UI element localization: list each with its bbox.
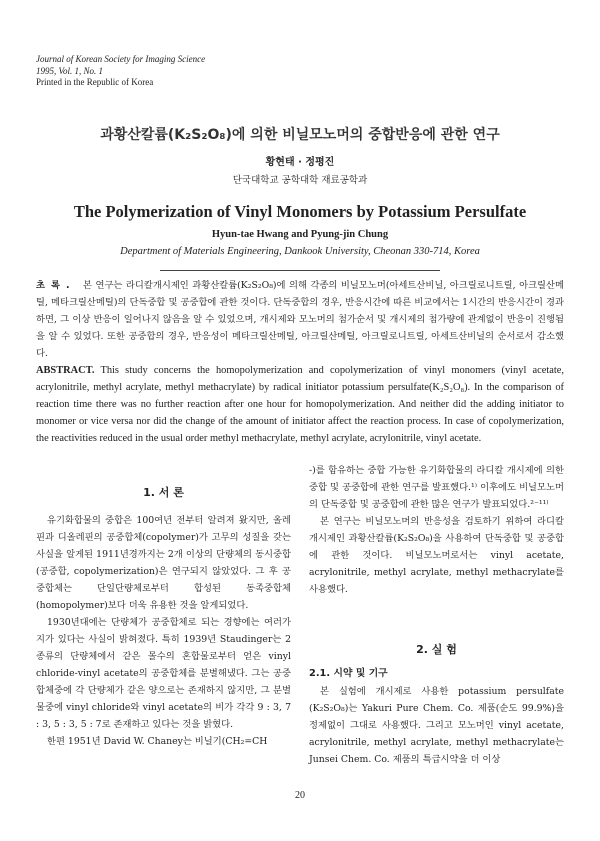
journal-printed: Printed in the Republic of Korea	[36, 77, 154, 87]
abstract-korean-text: 본 연구는 라디칼개시제인 과황산칼륨(K₂S₂O₈)에 의해 각종의 비닐모노머(아세트산비닐, 아크릴로니트릴, 아크릴산메틸, 메타크릴산메틸)의 단독중합 및 공중합에 관한 것이다. 단독중합의 경우, 반응시간에 따른 비교에서는 1시간의 반응시간이 경과하면, 그 이상 반응이 일어나지 않음을 알 수 있었으며, 개시제와 모노머의 첨가순서 및 개시제의 첨가량에 관계없이 반응이 진행됨을 알 수 있었다. 또한 공중합의 경우, 반응성이 메타크릴산메틸, 아크릴산메틸, 아크릴로니트릴, 아세트산비닐의 순서로서 감소했다.	[36, 280, 564, 359]
abstract-korean	[36, 277, 564, 362]
title-english: The Polymerization of Vinyl Monomers by Potassium Persulfate	[73, 202, 527, 221]
section-2-paragraph: 본 실험에 개시제로 사용한 potassium persulfate (K₂S₂O₈)는 Yakuri Pure Chem. Co. 제품(순도 99.9%)을 정제없이 그대로 사용했다. 그리고 모노머인 vinyl acetate, acrylonitrile, methyl acrylate, methyl methacrylate는 Junsei Chem. Co. 제품의 특급시약을 더 이상	[309, 686, 564, 765]
section-2-body	[309, 683, 564, 768]
affiliation-english: Department of Materials Engineering, Dankook University, Cheonan 330-714, Korea	[120, 246, 480, 257]
right-column-paragraph: 본 연구는 비닐모노머의 반응성을 검토하기 위하여 라디칼 개시제인 과황산칼륨(K₂S₂O₈)을 사용하여 단독중합 및 공중합에 관한 것이다. 비닐모노머로서는 vinyl acetate, acrylonitrile, methyl acrylate, methyl methacrylate를 사용했다.	[309, 516, 564, 595]
authors-english: Hyun-tae Hwang and Pyung-jin Chung	[211, 229, 389, 240]
affiliation-korean: 단국대학교 공학대학 재료공학과	[232, 175, 368, 186]
right-column-paragraph: -)를 함유하는 중합 가능한 유기화합물의 라디칼 개시제에 의한 중합 및 공중합에 관한 연구를 발표했다.¹⁾ 이후에도 비닐모노머의 단독중합 및 공중합에 관한 많은 연구가 발표되었다.²⁻¹¹⁾	[309, 465, 564, 510]
page-number: 20	[295, 790, 305, 801]
section-2-heading: 2. 실 험	[416, 643, 457, 656]
section-1-paragraph: 유기화합물의 중합은 100여년 전부터 알려져 왔지만, 올레핀과 디올레핀의 공중합체(copolymer)가 고무의 성질을 갖는 사실을 알게된 1911년경까지는 2개 이상의 단량체의 동시중합(공중합, copolymerization)은 연구되지 않았었다. 그 후 공중합체는 단일단량체로부터 합성된 동족중합체(homopolymer)보다 더욱 유용한 것을 알게되었다.	[36, 515, 291, 611]
journal-name: Journal of Korean Society for Imaging Science	[36, 54, 206, 64]
abstract-english-text: This study concerns the homopolymerization and copolymerization of vinyl monomers (vinyl acetate, acrylonitrile, methyl acrylate, methyl methacrylate) by radical initiator potassium persulfate(K₂S₂O₈). In the comparison of reaction time there was no further reaction after one hour for homopolymerization. And neither did the adding initiator to monomer or vice versa nor did the change of the amount of initiator affect the reaction process. In case of copolymerization, the reactivities reduced in the usual order methyl methacrylate, methyl acrylate, acrylonitrile, vinyl acetate.	[36, 365, 564, 444]
journal-volume: 1995, Vol. 1, No. 1	[36, 65, 104, 76]
authors-korean: 황현태 · 정평진	[265, 157, 335, 168]
section-1-paragraph: 한편 1951년 David W. Chaney는 비닐기(CH₂=CH	[47, 736, 268, 747]
section-1-paragraph: 1930년대에는 단량체가 공중합체로 되는 경향에는 여러가지가 있다는 사실이 밝혀졌다. 특히 1939년 Staudinger는 2종류의 단량체에서 같은 몰수의 혼합물로부터 얻은 vinyl chloride-vinyl acetate의 공중합체를 분별해냈다. 그는 공중합체중에 각 단량체가 같은 양으로는 존재하지 않지만, 그 분별물중에 vinyl chloride와 vinyl acetate의 비가 각각 9 : 3, 7 : 3, 5 : 3, 5 : 7로 존재하고 있다는 것을 밝혔다.	[36, 617, 291, 730]
abstract-english-label: ABSTRACT.	[36, 365, 95, 376]
section-1-heading: 1. 서 론	[143, 486, 184, 499]
abstract-korean-label: 초록.	[36, 280, 76, 291]
title-divider	[160, 270, 440, 271]
left-column	[36, 512, 291, 750]
title-korean: 과황산칼륨(K₂S₂O₈)에 의한 비닐모노머의 중합반응에 관한 연구	[100, 127, 500, 143]
journal-info	[36, 54, 205, 89]
right-column	[309, 462, 564, 598]
section-2-1-heading: 2.1. 시약 및 기구	[309, 668, 388, 679]
abstract-english	[36, 362, 564, 447]
